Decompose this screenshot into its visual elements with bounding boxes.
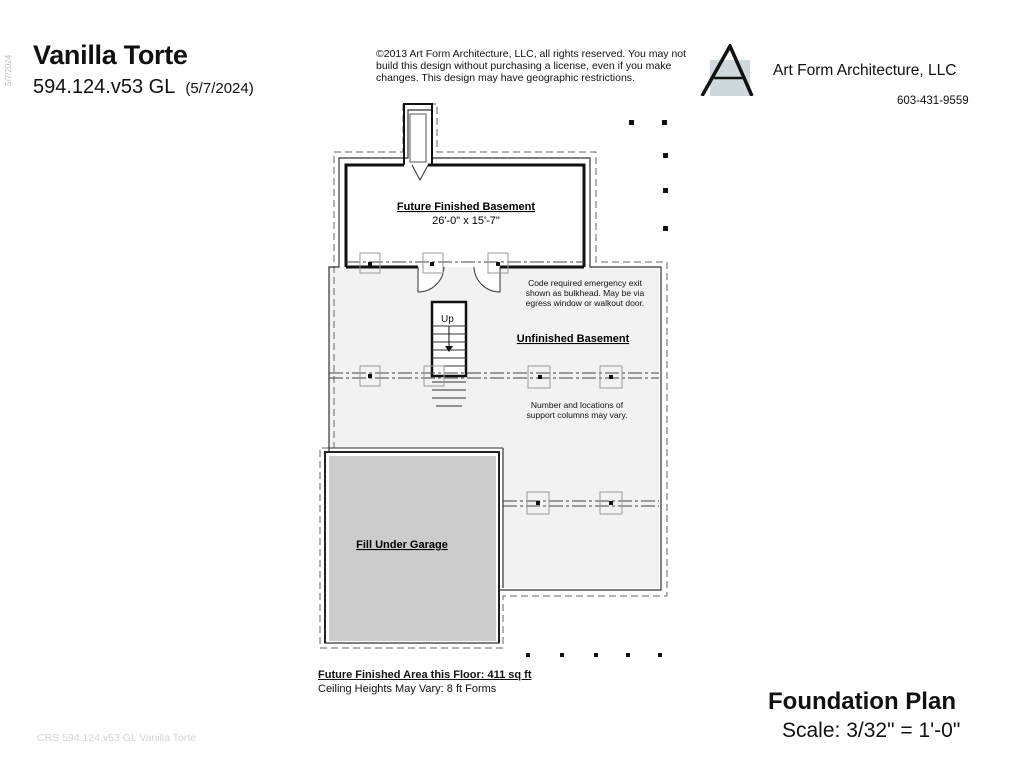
bulkhead-door-swing	[412, 165, 428, 180]
copyright-line: ©2013 Art Form Architecture, LLC, all rights reserved. You may not	[376, 48, 687, 60]
copyright-line: build this design without purchasing a license, even if you make	[376, 60, 672, 73]
future-basement-dims: 26'-0" x 15'-7"	[432, 215, 500, 227]
plan-number: 594.124.v53 GL	[33, 76, 176, 98]
egress-note-line: Code required emergency exit	[528, 278, 642, 288]
finished-area-note: Future Finished Area this Floor: 411 sq ft	[318, 669, 532, 681]
plan-date: (5/7/2024)	[185, 80, 254, 97]
plan-name: Foundation Plan	[768, 688, 956, 715]
firm-name: Art Form Architecture, LLC	[773, 62, 957, 79]
future-basement-label: Future Finished Basement	[396, 201, 536, 213]
garage-fill-label: Fill Under Garage	[356, 539, 448, 551]
unfinished-basement-label: Unfinished Basement	[516, 333, 630, 345]
bulkhead-inner	[410, 114, 426, 162]
watermark: CRS 594.124.v53 GL Vanilla Torte	[37, 732, 197, 744]
stair-label: Up	[441, 314, 454, 325]
ceiling-note: Ceiling Heights May Vary: 8 ft Forms	[318, 683, 497, 695]
plan-title: Vanilla Torte	[33, 40, 188, 70]
plan-scale: Scale: 3/32" = 1'-0"	[782, 719, 961, 742]
columns-note-line: Number and locations of	[530, 400, 624, 410]
egress-note-line: egress window or walkout door.	[525, 298, 645, 308]
copyright-line: changes. This design may have geographic restrictions.	[376, 72, 635, 85]
columns-note-line: support columns may vary.	[526, 410, 628, 420]
egress-note-line: shown as bulkhead. May be via	[525, 288, 645, 298]
columns-note	[527, 400, 628, 420]
firm-phone: 603-431-9559	[897, 95, 969, 107]
egress-note	[526, 278, 645, 308]
side-date-stamp: 5/7/2024	[4, 54, 13, 86]
